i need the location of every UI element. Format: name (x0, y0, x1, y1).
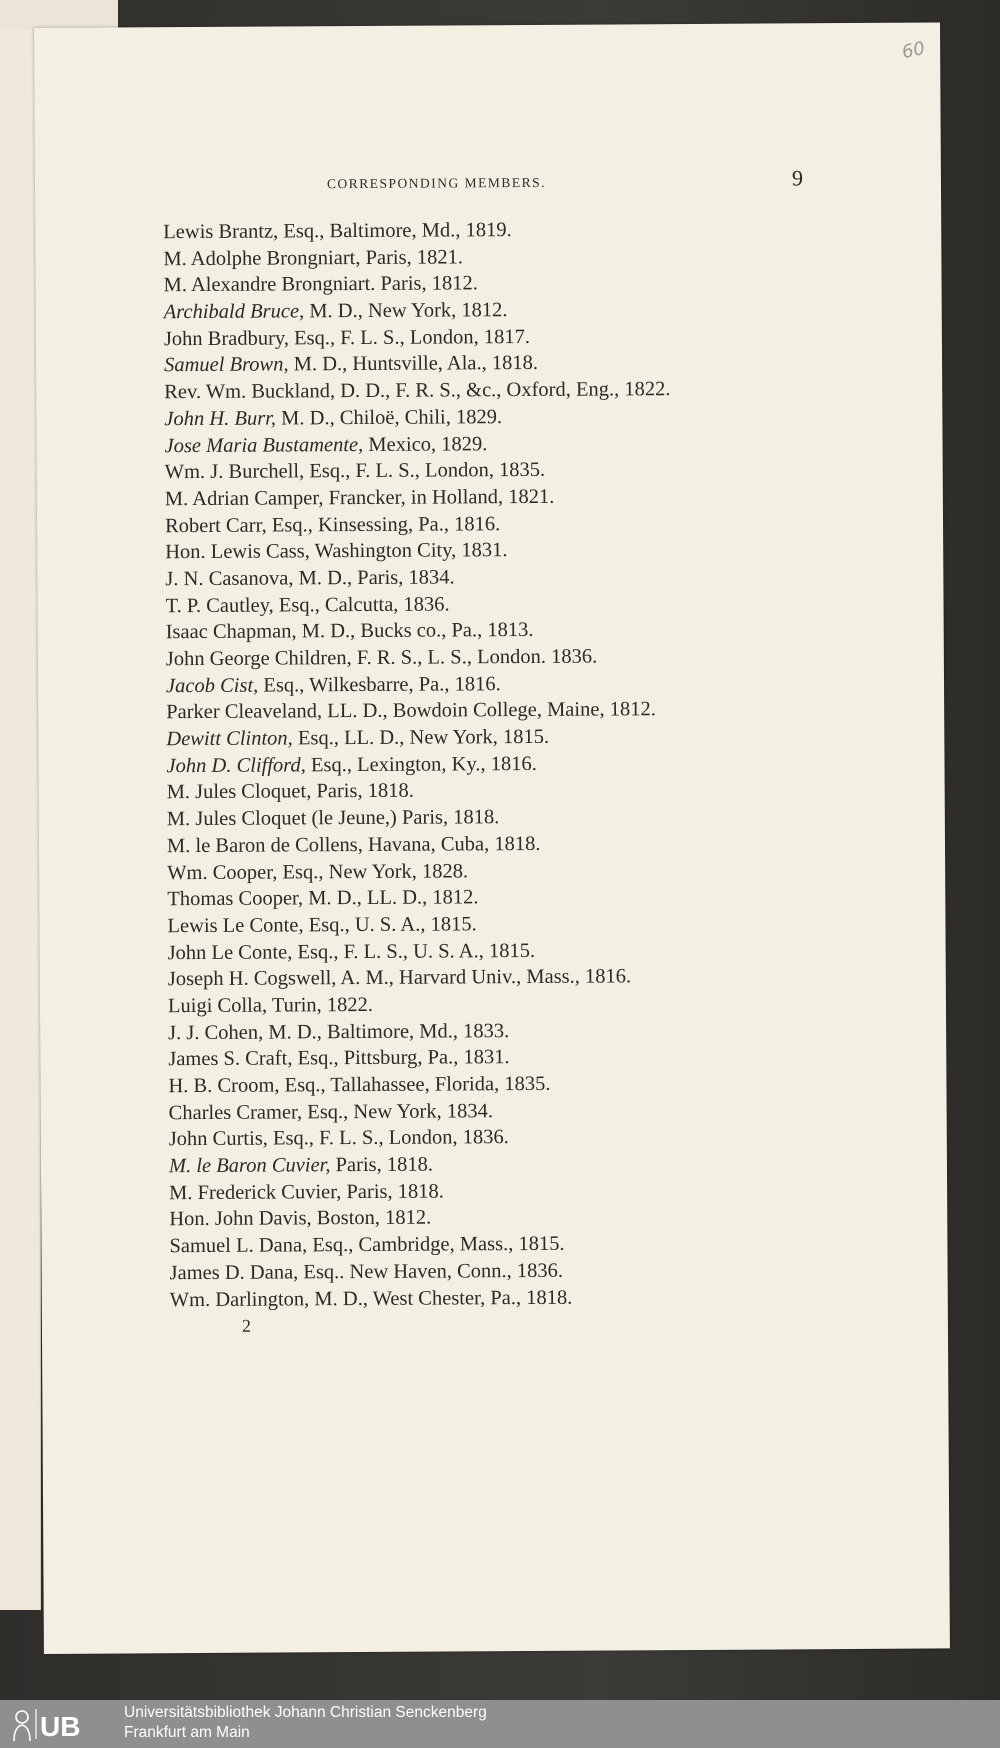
book-page (34, 22, 950, 1654)
member-entry: M. le Baron Cuvier, Paris, 1818. (168, 1153, 434, 1178)
logo-text: UB (40, 1711, 81, 1742)
member-entry: J. N. Casanova, M. D., Paris, 1834. (165, 566, 455, 591)
member-entry: Thomas Cooper, M. D., LL. D., 1812. (167, 886, 479, 911)
member-entry: Luigi Colla, Turin, 1822. (167, 993, 374, 1018)
member-entry: M. le Baron de Collens, Havana, Cuba, 1818. (166, 832, 541, 858)
member-entry: J. J. Cohen, M. D., Baltimore, Md., 1833. (168, 1019, 510, 1044)
running-header: CORRESPONDING MEMBERS. (326, 174, 547, 192)
member-entry: M. Jules Cloquet (le Jeune,) Paris, 1818. (166, 806, 500, 831)
member-entry: Lewis Le Conte, Esq., U. S. A., 1815. (167, 913, 477, 938)
library-name: Universitätsbibliothek Johann Christian Senckenberg (124, 1704, 487, 1721)
member-entry: Wm. J. Burchell, Esq., F. L. S., London, 1835. (164, 459, 546, 484)
member-entry: Hon. John Davis, Boston, 1812. (169, 1207, 432, 1231)
member-entry: M. Alexandre Brongniart. Paris, 1812. (163, 272, 478, 297)
member-list (163, 216, 676, 1313)
member-entry: John Curtis, Esq., F. L. S., London, 1836. (168, 1126, 509, 1151)
member-entry: H. B. Croom, Esq., Tallahassee, Florida, 1835. (168, 1072, 551, 1098)
ub-logo-icon (4, 1705, 116, 1743)
member-entry: John George Children, F. R. S., L. S., London. 1836. (165, 645, 598, 671)
member-entry: Robert Carr, Esq., Kinsessing, Pa., 1816. (164, 512, 501, 537)
member-entry: James S. Craft, Esq., Pittsburg, Pa., 1831. (168, 1046, 510, 1071)
member-entry: Samuel Brown, M. D., Huntsville, Ala., 1818. (163, 352, 539, 377)
member-entry: T. P. Cautley, Esq., Calcutta, 1836. (165, 593, 450, 617)
member-entry: John Le Conte, Esq., F. L. S., U. S. A., 1815. (167, 939, 536, 964)
pencil-annotation: 60 (900, 37, 927, 64)
member-entry: Joseph H. Cogswell, A. M., Harvard Univ., Mass., 1816. (167, 965, 632, 991)
member-entry: James D. Dana, Esq.. New Haven, Conn., 1836. (169, 1259, 564, 1285)
member-entry: Lewis Brantz, Esq., Baltimore, Md., 1819. (163, 219, 512, 244)
member-entry: Dewitt Clinton, Esq., LL. D., New York, 1815. (166, 725, 550, 751)
library-city: Frankfurt am Main (124, 1724, 250, 1741)
page-number: 9 (791, 165, 804, 191)
member-entry: M. Frederick Cuvier, Paris, 1818. (169, 1180, 444, 1204)
member-entry: Parker Cleaveland, LL. D., Bowdoin College, Maine, 1812. (166, 698, 656, 724)
member-entry: Wm. Darlington, M. D., West Chester, Pa., 1818. (169, 1286, 573, 1311)
member-entry: Samuel L. Dana, Esq., Cambridge, Mass., 1815. (169, 1232, 565, 1258)
member-entry: M. Adolphe Brongniart, Paris, 1821. (163, 246, 463, 270)
member-entry: John Bradbury, Esq., F. L. S., London, 1817. (163, 325, 530, 350)
member-entry: Rev. Wm. Buckland, D. D., F. R. S., &c., Oxford, Eng., 1822. (164, 378, 671, 404)
library-footer (0, 1700, 1000, 1748)
member-entry: Jacob Cist, Esq., Wilkesbarre, Pa., 1816. (165, 672, 501, 697)
signature-mark: 2 (241, 1315, 251, 1336)
member-entry: M. Adrian Camper, Francker, in Holland, 1821. (164, 485, 555, 511)
member-entry: Hon. Lewis Cass, Washington City, 1831. (165, 539, 508, 564)
member-entry: M. Jules Cloquet, Paris, 1818. (166, 780, 414, 804)
member-entry: Isaac Chapman, M. D., Bucks co., Pa., 1813. (165, 619, 534, 644)
member-entry: John D. Clifford, Esq., Lexington, Ky., 1816. (166, 752, 537, 777)
member-entry: Archibald Bruce, M. D., New York, 1812. (163, 299, 508, 324)
member-entry: Jose Maria Bustamente, Mexico, 1829. (164, 432, 488, 457)
member-entry: Wm. Cooper, Esq., New York, 1828. (167, 859, 469, 884)
member-entry: John H. Burr, M. D., Chiloë, Chili, 1829. (164, 405, 503, 431)
member-entry: Charles Cramer, Esq., New York, 1834. (168, 1099, 493, 1124)
